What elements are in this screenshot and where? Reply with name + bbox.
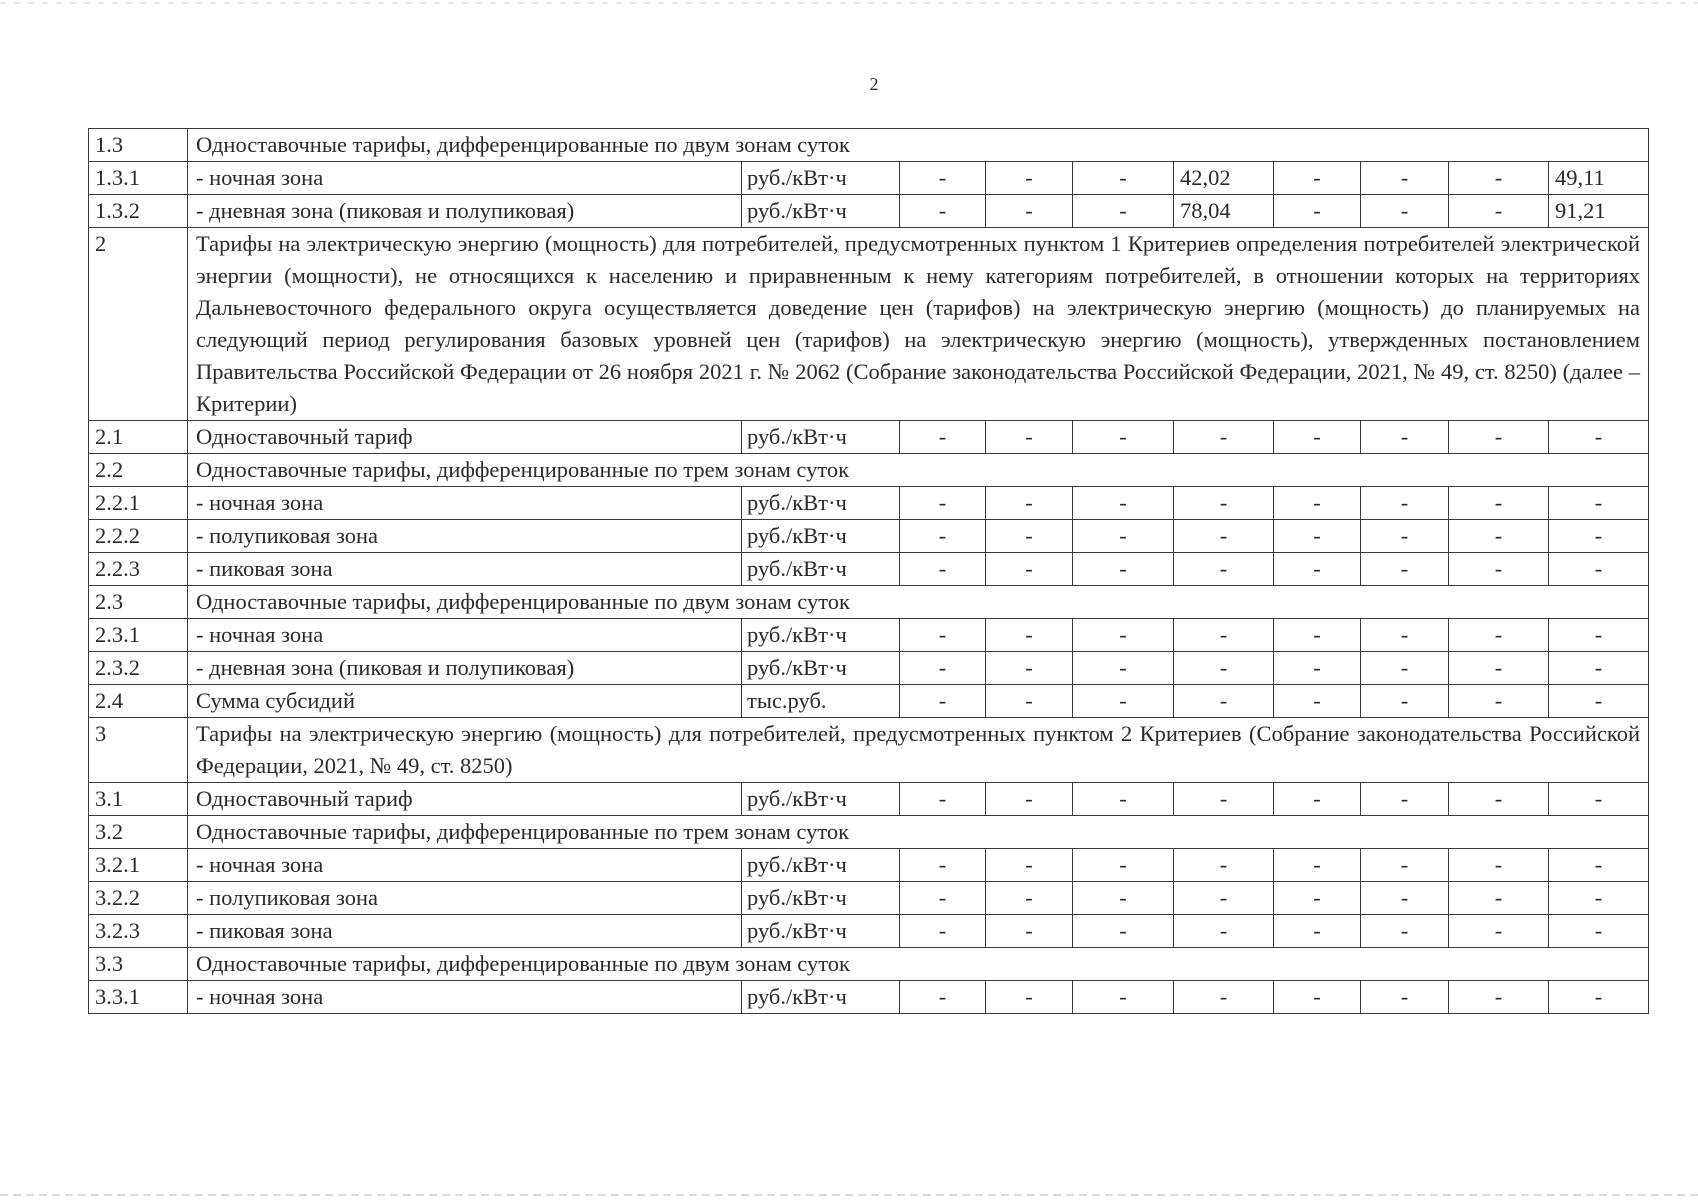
tariff-value: -	[1361, 162, 1449, 195]
row-name: - дневная зона (пиковая и полупиковая)	[188, 195, 742, 228]
row-name: - пиковая зона	[188, 915, 742, 948]
row-name: - полупиковая зона	[188, 520, 742, 553]
row-number: 2.3.1	[89, 619, 188, 652]
row-unit: руб./кВт·ч	[742, 195, 900, 228]
tariff-value: 78,04	[1174, 195, 1274, 228]
tariff-value: -	[1361, 685, 1449, 718]
row-unit: руб./кВт·ч	[742, 520, 900, 553]
row-name: Одноставочный тариф	[188, 783, 742, 816]
tariff-value: -	[900, 685, 986, 718]
group-title: Одноставочные тарифы, дифференцированные по двум зонам суток	[188, 948, 1649, 981]
row-unit: руб./кВт·ч	[742, 553, 900, 586]
row-number: 1.3	[89, 129, 188, 162]
row-name: - пиковая зона	[188, 553, 742, 586]
tariff-value: 91,21	[1549, 195, 1649, 228]
tariff-table	[88, 128, 1649, 1014]
tariff-value: -	[986, 619, 1073, 652]
tariff-value: -	[986, 487, 1073, 520]
tariff-value: -	[1073, 981, 1174, 1014]
tariff-value: -	[1549, 487, 1649, 520]
tariff-value: -	[1549, 553, 1649, 586]
tariff-value: -	[1549, 915, 1649, 948]
tariff-value: -	[986, 421, 1073, 454]
tariff-value: -	[986, 783, 1073, 816]
row-name: - полупиковая зона	[188, 882, 742, 915]
row-unit: руб./кВт·ч	[742, 915, 900, 948]
tariff-value: -	[1361, 882, 1449, 915]
table-row	[89, 948, 1649, 981]
tariff-value: -	[986, 195, 1073, 228]
table-row	[89, 487, 1649, 520]
row-unit: руб./кВт·ч	[742, 652, 900, 685]
table-row	[89, 652, 1649, 685]
tariff-value: -	[1449, 487, 1549, 520]
row-number: 2.2.1	[89, 487, 188, 520]
tariff-value: -	[1174, 553, 1274, 586]
tariff-value: -	[1449, 915, 1549, 948]
row-number: 3	[89, 718, 188, 783]
table-row	[89, 129, 1649, 162]
row-unit: руб./кВт·ч	[742, 849, 900, 882]
tariff-value: -	[1549, 783, 1649, 816]
tariff-value: -	[1449, 685, 1549, 718]
tariff-value: -	[1361, 652, 1449, 685]
row-name: Одноставочный тариф	[188, 421, 742, 454]
table-row	[89, 685, 1649, 718]
row-number: 2.1	[89, 421, 188, 454]
row-number: 3.2.3	[89, 915, 188, 948]
tariff-value: -	[1274, 652, 1361, 685]
row-number: 2	[89, 228, 188, 421]
row-number: 2.2.3	[89, 553, 188, 586]
row-number: 1.3.2	[89, 195, 188, 228]
tariff-value: -	[1449, 882, 1549, 915]
tariff-value: -	[1361, 421, 1449, 454]
tariff-value: -	[986, 849, 1073, 882]
table-row	[89, 553, 1649, 586]
tariff-value: -	[900, 487, 986, 520]
table-row	[89, 162, 1649, 195]
tariff-value: -	[1549, 520, 1649, 553]
tariff-value: -	[1449, 520, 1549, 553]
tariff-value: -	[1449, 981, 1549, 1014]
row-number: 2.3.2	[89, 652, 188, 685]
tariff-value: -	[1549, 652, 1649, 685]
tariff-value: -	[1073, 849, 1174, 882]
tariff-value: -	[986, 162, 1073, 195]
table-row	[89, 520, 1649, 553]
tariff-value: -	[1073, 553, 1174, 586]
tariff-value: -	[900, 162, 986, 195]
tariff-value: -	[1274, 981, 1361, 1014]
table-row	[89, 882, 1649, 915]
row-name: - ночная зона	[188, 619, 742, 652]
tariff-value: -	[1449, 619, 1549, 652]
table-row	[89, 816, 1649, 849]
tariff-value: -	[1274, 783, 1361, 816]
tariff-value: 49,11	[1549, 162, 1649, 195]
group-title: Одноставочные тарифы, дифференцированные по двум зонам суток	[188, 129, 1649, 162]
tariff-value: -	[1174, 981, 1274, 1014]
tariff-value: -	[1361, 195, 1449, 228]
tariff-value: -	[1361, 849, 1449, 882]
tariff-value: -	[1073, 685, 1174, 718]
tariff-value: -	[1274, 162, 1361, 195]
row-number: 3.3.1	[89, 981, 188, 1014]
section-description: Тарифы на электрическую энергию (мощность) для потребителей, предусмотренных пунктом 1 Критериев определения потребителей электрической энергии (мощности), не относящихся к населению и приравненным к нему категориям потребителей, в отношении которых на территориях Дальневосточного федерального округа осуществляется доведение цен (тарифов) на электрическую энергию (мощность) до планируемых на следующий период регулирования базовых уровней цен (тарифов) на электрическую энергию (мощность), утвержденных постановлением Правительства Российской Федерации от 26 ноября 2021 г. № 2062 (Собрание законодательства Российской Федерации, 2021, № 49, ст. 8250) (далее – Критерии)	[188, 228, 1649, 421]
row-number: 3.2.2	[89, 882, 188, 915]
tariff-value: -	[1449, 421, 1549, 454]
tariff-value: -	[1174, 421, 1274, 454]
table-row	[89, 915, 1649, 948]
row-name: - ночная зона	[188, 487, 742, 520]
tariff-value: -	[1073, 652, 1174, 685]
tariff-value: -	[986, 981, 1073, 1014]
table-row	[89, 586, 1649, 619]
table-row	[89, 195, 1649, 228]
table-row	[89, 454, 1649, 487]
tariff-table-wrapper	[88, 128, 1648, 1014]
group-title: Одноставочные тарифы, дифференцированные по трем зонам суток	[188, 816, 1649, 849]
tariff-value: -	[1449, 553, 1549, 586]
tariff-value: -	[1361, 619, 1449, 652]
tariff-value: -	[1174, 619, 1274, 652]
tariff-value: -	[1274, 915, 1361, 948]
tariff-value: -	[1549, 619, 1649, 652]
tariff-value: -	[1073, 195, 1174, 228]
tariff-value: -	[1549, 421, 1649, 454]
table-row	[89, 619, 1649, 652]
tariff-value: -	[1361, 915, 1449, 948]
tariff-value: -	[1274, 685, 1361, 718]
group-title: Одноставочные тарифы, дифференцированные по трем зонам суток	[188, 454, 1649, 487]
tariff-value: -	[986, 520, 1073, 553]
row-name: - ночная зона	[188, 981, 742, 1014]
row-number: 2.2.2	[89, 520, 188, 553]
row-number: 3.2	[89, 816, 188, 849]
row-number: 3.2.1	[89, 849, 188, 882]
row-number: 2.4	[89, 685, 188, 718]
tariff-value: -	[900, 553, 986, 586]
tariff-value: -	[900, 619, 986, 652]
tariff-value: -	[986, 685, 1073, 718]
tariff-value: -	[1361, 553, 1449, 586]
tariff-value: -	[1274, 520, 1361, 553]
tariff-value: -	[1174, 849, 1274, 882]
row-number: 3.3	[89, 948, 188, 981]
row-unit: тыс.руб.	[742, 685, 900, 718]
tariff-value: -	[1174, 685, 1274, 718]
row-name: Сумма субсидий	[188, 685, 742, 718]
row-unit: руб./кВт·ч	[742, 162, 900, 195]
table-row	[89, 849, 1649, 882]
tariff-value: -	[900, 849, 986, 882]
tariff-value: -	[1174, 783, 1274, 816]
tariff-value: -	[1274, 849, 1361, 882]
tariff-value: -	[1274, 882, 1361, 915]
tariff-value: -	[900, 783, 986, 816]
tariff-value: -	[1274, 487, 1361, 520]
table-row	[89, 421, 1649, 454]
row-name: - дневная зона (пиковая и полупиковая)	[188, 652, 742, 685]
tariff-value: -	[1449, 652, 1549, 685]
tariff-value: -	[1449, 162, 1549, 195]
table-row	[89, 981, 1649, 1014]
tariff-value: -	[900, 652, 986, 685]
tariff-value: -	[1549, 685, 1649, 718]
tariff-value: -	[1361, 487, 1449, 520]
tariff-value: -	[1073, 915, 1174, 948]
scan-edge-bottom	[0, 1194, 1698, 1196]
scan-edge-top	[0, 2, 1698, 4]
row-unit: руб./кВт·ч	[742, 981, 900, 1014]
tariff-value: -	[1073, 421, 1174, 454]
row-number: 1.3.1	[89, 162, 188, 195]
row-number: 2.2	[89, 454, 188, 487]
tariff-value: -	[900, 520, 986, 553]
tariff-value: -	[1361, 981, 1449, 1014]
tariff-value: -	[1274, 195, 1361, 228]
section-description: Тарифы на электрическую энергию (мощность) для потребителей, предусмотренных пунктом 2 Критериев (Собрание законодательства Российской Федерации, 2021, № 49, ст. 8250)	[188, 718, 1649, 783]
row-name: - ночная зона	[188, 162, 742, 195]
tariff-value: -	[1073, 487, 1174, 520]
tariff-value: -	[1174, 882, 1274, 915]
tariff-value: -	[1174, 915, 1274, 948]
tariff-value: 42,02	[1174, 162, 1274, 195]
row-unit: руб./кВт·ч	[742, 882, 900, 915]
tariff-value: -	[900, 915, 986, 948]
tariff-value: -	[1361, 520, 1449, 553]
tariff-value: -	[900, 421, 986, 454]
tariff-value: -	[986, 882, 1073, 915]
tariff-value: -	[1174, 520, 1274, 553]
tariff-value: -	[986, 915, 1073, 948]
tariff-value: -	[1361, 783, 1449, 816]
tariff-value: -	[1174, 652, 1274, 685]
tariff-value: -	[986, 652, 1073, 685]
tariff-value: -	[1449, 195, 1549, 228]
tariff-value: -	[1073, 619, 1174, 652]
tariff-value: -	[1274, 421, 1361, 454]
tariff-value: -	[1073, 162, 1174, 195]
table-row	[89, 783, 1649, 816]
page-number: 2	[869, 74, 879, 94]
row-unit: руб./кВт·ч	[742, 421, 900, 454]
tariff-value: -	[1073, 783, 1174, 816]
tariff-value: -	[1174, 487, 1274, 520]
tariff-value: -	[1274, 619, 1361, 652]
tariff-value: -	[1449, 783, 1549, 816]
row-unit: руб./кВт·ч	[742, 619, 900, 652]
tariff-value: -	[1274, 553, 1361, 586]
row-unit: руб./кВт·ч	[742, 487, 900, 520]
table-row	[89, 228, 1649, 421]
table-row	[89, 718, 1649, 783]
row-unit: руб./кВт·ч	[742, 783, 900, 816]
row-number: 3.1	[89, 783, 188, 816]
row-name: - ночная зона	[188, 849, 742, 882]
tariff-value: -	[1073, 882, 1174, 915]
tariff-value: -	[1073, 520, 1174, 553]
tariff-value: -	[1449, 849, 1549, 882]
row-number: 2.3	[89, 586, 188, 619]
tariff-value: -	[986, 553, 1073, 586]
group-title: Одноставочные тарифы, дифференцированные по двум зонам суток	[188, 586, 1649, 619]
tariff-value: -	[900, 195, 986, 228]
tariff-value: -	[1549, 849, 1649, 882]
tariff-value: -	[900, 882, 986, 915]
tariff-value: -	[900, 981, 986, 1014]
tariff-value: -	[1549, 981, 1649, 1014]
tariff-value: -	[1549, 882, 1649, 915]
table-body	[89, 129, 1649, 1014]
